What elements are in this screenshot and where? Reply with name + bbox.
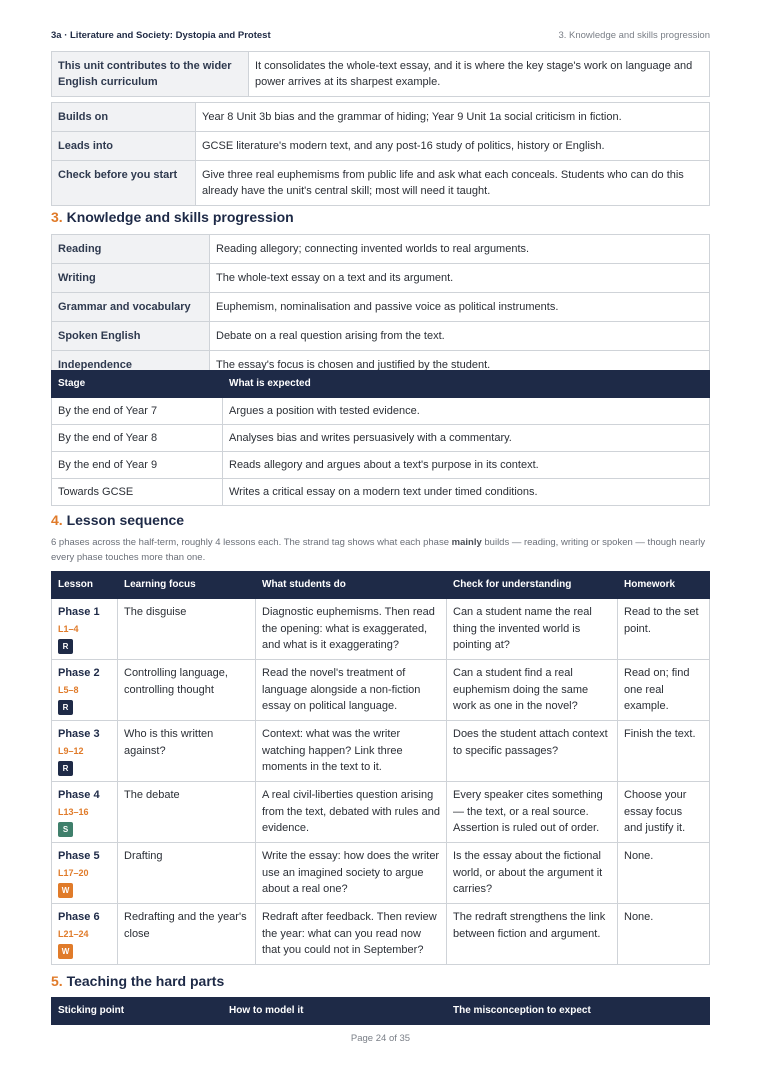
section-number: 5. xyxy=(51,973,63,989)
table-row xyxy=(52,599,710,660)
lesson-sequence-table xyxy=(51,571,710,965)
lesson-cell xyxy=(52,782,118,843)
table-row xyxy=(52,904,710,965)
table-header-row xyxy=(52,572,710,599)
lesson-cell xyxy=(52,721,118,782)
strand-tag: W xyxy=(58,944,73,959)
column-header: What is expected xyxy=(223,371,710,398)
section-heading-text: Teaching the hard parts xyxy=(66,973,225,989)
section-title: 3. Knowledge and skills progression xyxy=(558,29,710,41)
activity-cell: Read the novel's treatment of language alongside a non-fiction essay on political language. xyxy=(256,660,447,721)
table-row xyxy=(52,660,710,721)
focus-cell: Redrafting and the year's close xyxy=(118,904,256,965)
check-cell: The redraft strengthens the link between fiction and argument. xyxy=(447,904,618,965)
lesson-cell xyxy=(52,904,118,965)
strand-tag: W xyxy=(58,883,73,898)
builds-on-text: Year 8 Unit 3b bias and the grammar of hiding; Year 9 Unit 1a social criticism in fiction. xyxy=(196,103,710,132)
phase-name: Phase 6 xyxy=(58,911,100,923)
focus-cell: Who is this written against? xyxy=(118,721,256,782)
phase-name: Phase 1 xyxy=(58,606,100,618)
homework-cell: Read to the set point. xyxy=(618,599,710,660)
check-cell: Does the student attach context to specific passages? xyxy=(447,721,618,782)
column-header: Check for understanding xyxy=(447,572,618,599)
strand-tag: R xyxy=(58,700,73,715)
intro-text: builds — reading, writing or spoken — though nearly every phase touches more than one. xyxy=(51,537,706,563)
stages-table xyxy=(51,370,710,506)
section-3-heading xyxy=(51,207,294,227)
stage-cell: By the end of Year 7 xyxy=(52,398,223,425)
page-number: Page 24 of 35 xyxy=(350,1033,411,1044)
hard-parts-table xyxy=(51,997,710,1025)
curriculum-label: This unit contributes to the wider English curriculum xyxy=(52,52,249,97)
table-row xyxy=(52,452,710,479)
intro-emphasis: mainly xyxy=(451,537,482,548)
intro-text: 6 phases across the half-term, roughly 4 lessons each. The strand tag shows what each phase xyxy=(51,537,452,548)
table-row xyxy=(52,132,710,161)
focus-cell: Drafting xyxy=(118,843,256,904)
table-row xyxy=(52,782,710,843)
table-row xyxy=(52,52,710,97)
strand-text: Euphemism, nominalisation and passive voice as political instruments. xyxy=(210,293,710,322)
check-cell: Every speaker cites something — the text, or a real source. Assertion is ruled out of order. xyxy=(447,782,618,843)
activity-cell: Write the essay: how does the writer use an imagined society to argue about a real one? xyxy=(256,843,447,904)
leads-into-label: Leads into xyxy=(52,132,196,161)
table-row xyxy=(52,425,710,452)
table-row xyxy=(52,161,710,206)
phase-name: Phase 5 xyxy=(58,850,100,862)
strand-label: Writing xyxy=(52,264,210,293)
table-row xyxy=(52,721,710,782)
lesson-sequence-intro xyxy=(51,535,710,565)
focus-cell: Controlling language, controlling thought xyxy=(118,660,256,721)
lesson-range: L1–4 xyxy=(58,623,79,634)
table-row xyxy=(52,843,710,904)
strand-text: The essay's focus is chosen and justified by the student. xyxy=(210,351,710,380)
column-header: Sticking point xyxy=(52,998,223,1025)
phase-name: Phase 2 xyxy=(58,667,100,679)
activity-cell: Context: what was the writer watching happen? Link three moments in the text to it. xyxy=(256,721,447,782)
curriculum-text: It consolidates the whole-text essay, and it is where the key stage's work on language and power arrives at its sharpest example. xyxy=(249,52,710,97)
curriculum-table xyxy=(51,51,710,97)
section-4-heading xyxy=(51,510,184,530)
strand-tag: S xyxy=(58,822,73,837)
table-row xyxy=(52,398,710,425)
column-header: Stage xyxy=(52,371,223,398)
activity-cell: Redraft after feedback. Then review the year: what can you read now that you could not in September? xyxy=(256,904,447,965)
table-header-row xyxy=(52,371,710,398)
column-header: Homework xyxy=(618,572,710,599)
links-table xyxy=(51,102,710,206)
lesson-cell xyxy=(52,660,118,721)
strand-text: Reading allegory; connecting invented worlds to real arguments. xyxy=(210,235,710,264)
check-cell: Can a student find a real euphemism doing the same work as one in the novel? xyxy=(447,660,618,721)
section-heading-text: Lesson sequence xyxy=(66,512,185,528)
strand-text: Debate on a real question arising from the text. xyxy=(210,322,710,351)
table-row xyxy=(52,322,710,351)
column-header: How to model it xyxy=(223,998,447,1025)
builds-on-label: Builds on xyxy=(52,103,196,132)
table-row xyxy=(52,293,710,322)
strands-table xyxy=(51,234,710,380)
check-before-text: Give three real euphemisms from public life and ask what each conceals. Students who can do this already have the unit's central skill; most will need it taught. xyxy=(196,161,710,206)
expected-cell: Writes a critical essay on a modern text under timed conditions. xyxy=(223,479,710,506)
strand-label: Grammar and vocabulary xyxy=(52,293,210,322)
lesson-cell xyxy=(52,599,118,660)
lesson-range: L5–8 xyxy=(58,684,79,695)
strand-tag: R xyxy=(58,761,73,776)
phase-name: Phase 3 xyxy=(58,728,100,740)
stage-cell: By the end of Year 9 xyxy=(52,452,223,479)
check-before-label: Check before you start xyxy=(52,161,196,206)
strand-label: Reading xyxy=(52,235,210,264)
strand-tag: R xyxy=(58,639,73,654)
table-row xyxy=(52,235,710,264)
table-row xyxy=(52,103,710,132)
column-header: The misconception to expect xyxy=(447,998,710,1025)
lesson-range: L21–24 xyxy=(58,928,89,939)
expected-cell: Reads allegory and argues about a text's purpose in its context. xyxy=(223,452,710,479)
leads-into-text: GCSE literature's modern text, and any post-16 study of politics, history or English. xyxy=(196,132,710,161)
homework-cell: None. xyxy=(618,904,710,965)
column-header: Learning focus xyxy=(118,572,256,599)
table-header-row xyxy=(52,998,710,1025)
lesson-cell xyxy=(52,843,118,904)
column-header: Lesson xyxy=(52,572,118,599)
table-row xyxy=(52,479,710,506)
section-heading-text: Knowledge and skills progression xyxy=(66,209,294,225)
section-number: 3. xyxy=(51,209,63,225)
strand-label: Spoken English xyxy=(52,322,210,351)
section-number: 4. xyxy=(51,512,63,528)
lesson-range: L13–16 xyxy=(58,806,89,817)
expected-cell: Analyses bias and writes persuasively with a commentary. xyxy=(223,425,710,452)
expected-cell: Argues a position with tested evidence. xyxy=(223,398,710,425)
homework-cell: None. xyxy=(618,843,710,904)
strand-text: The whole-text essay on a text and its argument. xyxy=(210,264,710,293)
lesson-range: L9–12 xyxy=(58,745,84,756)
homework-cell: Choose your essay focus and justify it. xyxy=(618,782,710,843)
check-cell: Is the essay about the fictional world, or about the argument it carries? xyxy=(447,843,618,904)
column-header: What students do xyxy=(256,572,447,599)
section-5-heading xyxy=(51,971,224,991)
activity-cell: A real civil-liberties question arising from the text, debated with rules and evidence. xyxy=(256,782,447,843)
table-row xyxy=(52,264,710,293)
strand-label: Independence xyxy=(52,351,210,380)
phase-name: Phase 4 xyxy=(58,789,100,801)
lesson-range: L17–20 xyxy=(58,867,89,878)
focus-cell: The disguise xyxy=(118,599,256,660)
running-header xyxy=(51,28,710,42)
homework-cell: Read on; find one real example. xyxy=(618,660,710,721)
stage-cell: Towards GCSE xyxy=(52,479,223,506)
unit-title: 3a · Literature and Society: Dystopia and Protest xyxy=(51,29,271,41)
focus-cell: The debate xyxy=(118,782,256,843)
activity-cell: Diagnostic euphemisms. Then read the opening: what is exaggerated, and what is it exaggerating? xyxy=(256,599,447,660)
check-cell: Can a student name the real thing the invented world is pointing at? xyxy=(447,599,618,660)
homework-cell: Finish the text. xyxy=(618,721,710,782)
stage-cell: By the end of Year 8 xyxy=(52,425,223,452)
